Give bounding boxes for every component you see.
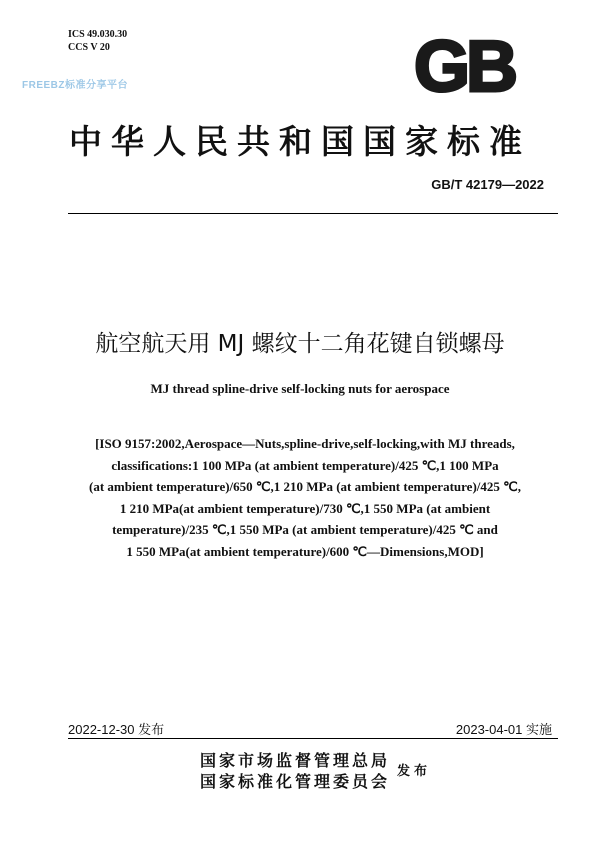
ics-ccs-codes [68, 28, 127, 54]
publish-date: 2022-12-30 发布 [68, 722, 165, 737]
standard-number: GB/T 42179—2022 [431, 177, 544, 192]
ccs-code: CCS V 20 [68, 42, 110, 53]
ics-code: ICS 49.030.30 [68, 29, 128, 40]
gb-logo [402, 33, 527, 97]
issuer-samr: 国家市场监督管理总局 [200, 751, 391, 770]
iso-reference [60, 433, 550, 562]
national-standard-title: 中华人民共和国国家标准 [69, 122, 531, 161]
implement-date: 2023-04-01 实施 [455, 722, 552, 737]
watermark-text: FREEBZ标准分享平台 [22, 80, 128, 91]
iso-reference-line: (at ambient temperature)/650 ℃,1 210 MPa (at ambient temperature)/425 ℃, [89, 479, 521, 494]
gb-logo-text: GB [414, 33, 514, 97]
chinese-title: 航空航天用 MJ 螺纹十二角花键自锁螺母 [95, 331, 505, 357]
iso-reference-line: 1 550 MPa(at ambient temperature)/600 ℃—Dimensions,MOD] [126, 543, 484, 559]
issuer-block [200, 750, 390, 792]
iso-reference-line: classifications:1 100 MPa (at ambient temperature)/425 ℃,1 100 MPa [111, 457, 499, 473]
iso-reference-line: temperature)/235 ℃,1 550 MPa (at ambient temperature)/425 ℃ and [112, 522, 498, 537]
english-title: MJ thread spline-drive self-locking nuts for aerospace [150, 381, 450, 396]
iso-reference-line: 1 210 MPa(at ambient temperature)/730 ℃,1 550 MPa (at ambient [119, 500, 491, 516]
issuer-sac: 国家标准化管理委员会 [200, 772, 391, 791]
footer-rule [68, 738, 558, 739]
issue-word: 发布 [397, 764, 432, 779]
header-rule [68, 213, 558, 214]
iso-reference-line: [ISO 9157:2002,Aerospace—Nuts,spline-drive,self-locking,with MJ threads, [95, 436, 515, 451]
